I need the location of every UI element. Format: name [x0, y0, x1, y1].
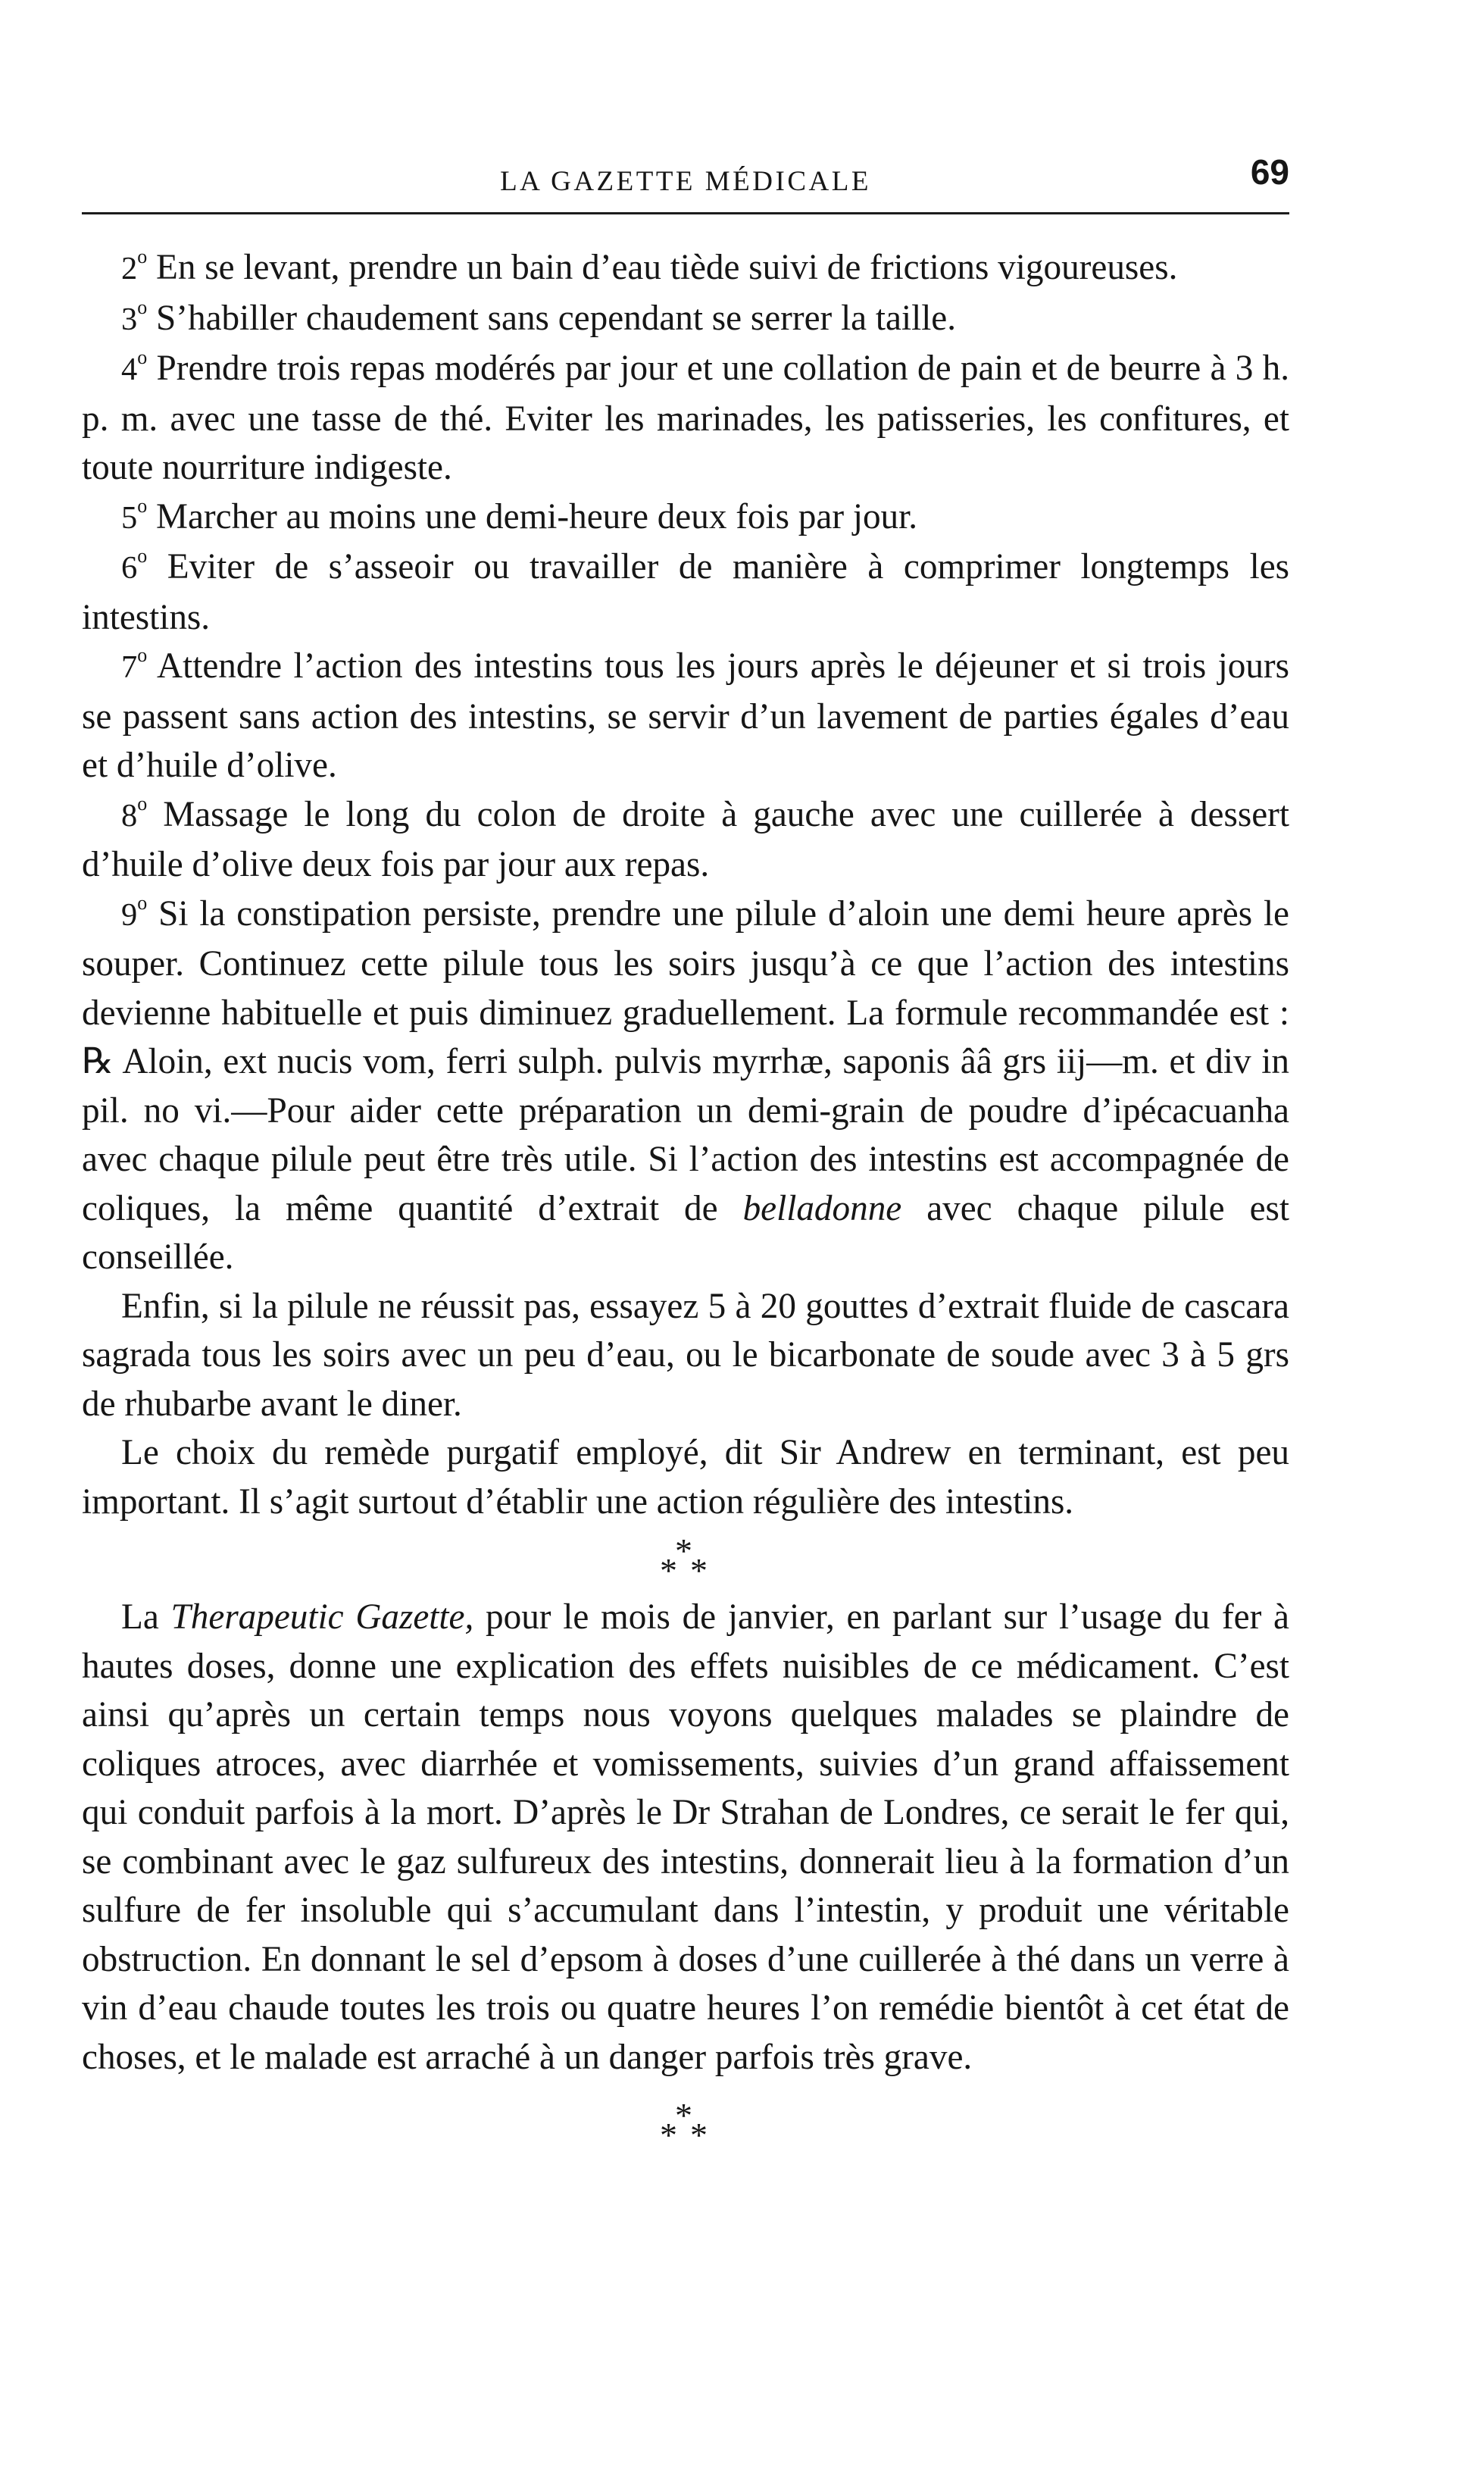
- paragraph-therapeutic-gazette: [82, 1593, 1289, 2082]
- item-number: 2: [121, 251, 138, 286]
- header-rule: [82, 212, 1289, 214]
- item-text: Eviter de s’asseoir ou travailler de manière à comprimer longtemps les intestins.: [82, 547, 1289, 637]
- paragraph-choix: Le choix du remède purgatif employé, dit Sir Andrew en terminant, est peu important. Il s’agit surtout d’établir une action régulière des intestins.: [82, 1433, 1289, 1522]
- asterism-star: *: [660, 1551, 677, 1590]
- list-item: [82, 642, 1289, 790]
- running-title: LA GAZETTE MÉDICALE: [500, 166, 871, 197]
- list-item: [82, 543, 1289, 642]
- ordinal-mark: o: [137, 246, 148, 268]
- item-number: 7: [121, 649, 138, 685]
- paragraph-text: pour le mois de janvier, en parlant sur l’usage du fer à hautes doses, donne une explication des effets nuisibles de ce médicament. C’est ainsi qu’après un certain temps nous voyons quelques malades se plaindre de coliques atroces, avec diarrhée et vomissements, suivies d’un grand affaissement qui conduit parfois à la mort. D’après le Dr Strahan de Londres, ce serait le fer qui, se combinant avec le gaz sulfureux des intestins, donnerait lieu à la formation d’un sulfure de fer insoluble qui s’accumulant dans l’intestin, y produit une véritable obstruction. En donnant le sel d’epsom à doses d’une cuillerée à thé dans un verre à vin d’eau chaude toutes les trois ou quatre heures l’on remédie bientôt à cet état de choses, et le malade est arraché à un danger parfois très grave.: [82, 1597, 1289, 2077]
- asterism-divider: [633, 1531, 739, 1590]
- item-text: Attendre l’action des intestins tous les jours après le déjeuner et si trois jours se passent sans action des intestins, se servir d’un lavement de parties égales d’eau et d’huile d’olive.: [82, 646, 1289, 785]
- italic-term: belladonne: [742, 1188, 902, 1228]
- ordinal-mark: o: [137, 891, 148, 914]
- item-number: 4: [121, 352, 138, 387]
- asterism-star: *: [690, 1551, 708, 1590]
- item-text-end: avec chaque pilule est conseillée.: [82, 1188, 1290, 1277]
- list-item: [82, 344, 1289, 493]
- article-body: [82, 243, 1290, 2154]
- ordinal-mark: o: [137, 346, 148, 369]
- document-page: [82, 129, 1289, 2157]
- running-header: [82, 129, 1289, 212]
- item-number: 8: [121, 797, 138, 834]
- journal-title: Therapeutic Gazette,: [170, 1597, 474, 1637]
- paragraph-text: La: [121, 1597, 171, 1637]
- item-number: 5: [121, 499, 138, 536]
- item-text: En se levant, prendre un bain d’eau tiède suivi de frictions vigoureuses.: [156, 248, 1178, 287]
- paragraph-enfin: Enfin, si la pilule ne réussit pas, essayez 5 à 20 gouttes d’extrait fluide de cascara sagrada tous les soirs avec un peu d’eau, ou le bicarbonate de soude avec 3 à 5 grs de rhubarbe avant le diner.: [82, 1286, 1289, 1424]
- item-text: Si la constipation persiste, prendre une pilule d’aloin une demi heure après le souper. Continuez cette pilule tous les soirs jusqu’à ce que l’action des intestins devienne habituelle et puis diminuez graduellement. La formule recommandée est : ℞ Aloin, ext nucis vom, ferri sulph. pulvis myrrhæ, saponis ââ grs iij—m. et div in pil. no vi.—Pour aider cette préparation un demi-grain de poudre d’ipécacuanha avec chaque pilule peut être très utile. Si l’action des intestins est accompagnée de coliques, la même quantité d’extrait de: [82, 893, 1289, 1228]
- item-number: 9: [121, 896, 138, 933]
- ordinal-mark: o: [137, 644, 148, 667]
- asterism-star: *: [675, 2096, 692, 2135]
- list-item: [82, 790, 1289, 890]
- list-item: [82, 890, 1289, 1282]
- ordinal-mark: o: [137, 792, 148, 815]
- item-text: Massage le long du colon de droite à gauche avec une cuillerée à dessert d’huile d’olive deux fois par jour aux repas.: [82, 794, 1289, 884]
- ordinal-mark: o: [137, 545, 148, 568]
- item-text: S’habiller chaudement sans cependant se serrer la taille.: [156, 298, 957, 338]
- asterism-star: *: [690, 2116, 708, 2154]
- list-item: [82, 243, 1289, 294]
- list-item: [82, 294, 1289, 345]
- ordinal-mark: o: [137, 296, 148, 318]
- item-text: Marcher au moins une demi-heure deux fois par jour.: [156, 496, 918, 536]
- item-text: Prendre trois repas modérés par jour et une collation de pain et de beurre à 3 h. p. m. avec une tasse de thé. Eviter les marinades, les patisseries, les confitures, et toute nourriture indigeste.: [82, 349, 1290, 487]
- item-number: 3: [121, 301, 138, 337]
- asterism-divider: [633, 2096, 739, 2154]
- page-number: 69: [1250, 152, 1289, 192]
- asterism-star: *: [660, 2116, 677, 2154]
- list-item: [82, 493, 1289, 543]
- asterism-star: *: [675, 1531, 692, 1570]
- item-number: 6: [121, 550, 138, 586]
- ordinal-mark: o: [137, 494, 148, 517]
